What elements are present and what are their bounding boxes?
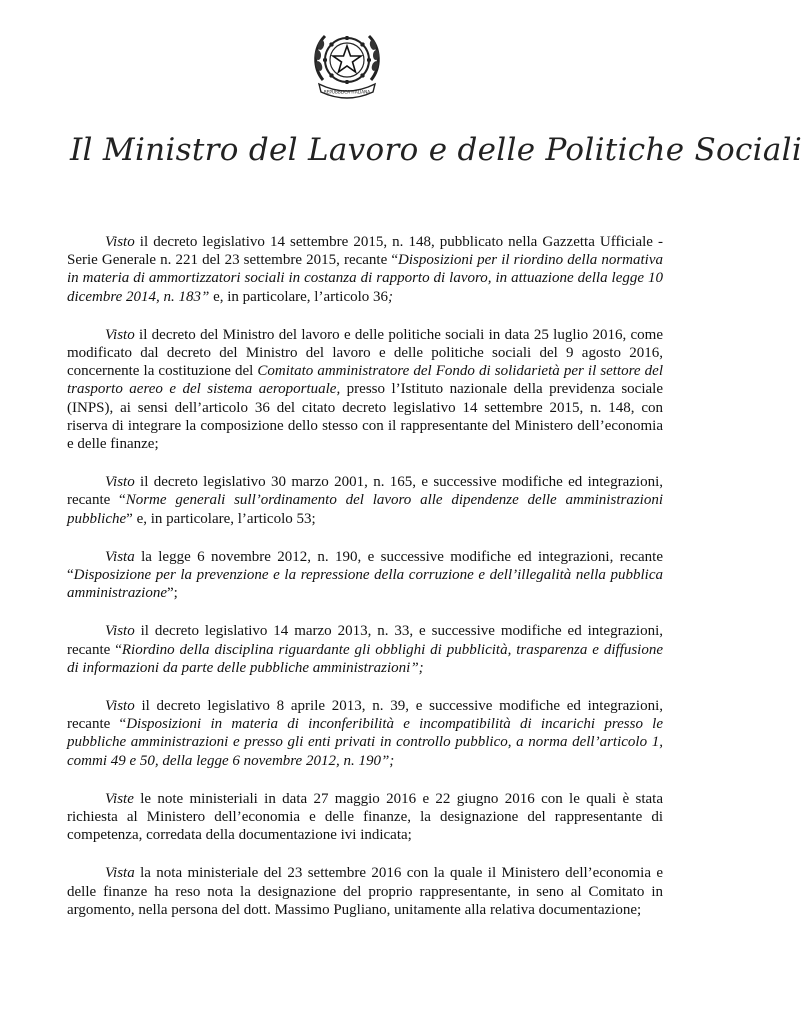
ministry-title: Il Ministro del Lavoro e delle Politiche Sociali (70, 132, 802, 168)
para-italic: Disposizioni in materia di inconferibilità e incompatibilità di incarichi presso le pubbliche amministrazioni e presso gli enti privati in controllo pubblico, a norma dell’articolo 1, commi 49 e 50, della legge 6 novembre 2012, n. 190”; (67, 716, 664, 769)
paragraph-1 (67, 233, 663, 306)
para-lead: Vista (105, 865, 135, 882)
paragraph-7 (67, 790, 663, 845)
paragraph-5 (67, 622, 663, 677)
paragraph-8 (67, 864, 663, 919)
para-italic: Comitato amministratore del Fondo di solidarietà per il settore del trasporto aereo e del sistema aeroportuale, (67, 363, 663, 398)
paragraph-2 (67, 326, 663, 453)
para-italic: Disposizioni per il riordino della normativa in materia di ammortizzatori sociali in costanza di rapporto di lavoro, in attuazione della legge 10 dicembre 2014, n. 183” (67, 252, 664, 305)
emblem-ribbon-text: REPUBBLICA ITALIANA (323, 89, 371, 95)
para-lead: Viste (105, 790, 134, 807)
para-text: le note ministeriali in data 27 maggio 2016 e 22 giugno 2016 con le quali è stata richiesta al Ministero dell’economia e delle finanze, la designazione del rappresentante di competenza, corredata della documentazione ivi indicata; (67, 790, 663, 844)
para-italic: Disposizione per la prevenzione e la repressione della corruzione e dell’illegalità nella pubblica amministrazione (67, 567, 663, 602)
para-text: il decreto del Ministro del lavoro e delle politiche sociali in data 25 luglio 2016, come modificato dal decreto del Ministro del lavoro e delle politiche sociali del 9 agosto 2016, concernente la costituzione del (67, 326, 663, 380)
paragraph-3 (67, 473, 663, 528)
para-text: il decreto legislativo 14 settembre 2015, n. 148, pubblicato nella Gazzetta Ufficiale - Serie Generale n. 221 del 23 settembre 2015, recante “ (67, 234, 663, 269)
para-lead: Visto (105, 234, 135, 250)
para-italic: Riordino della disciplina riguardante gli obblighi di pubblicità, trasparenza e diffusione di informazioni da parte delle pubbliche amministrazioni”; (67, 641, 663, 676)
paragraph-4 (67, 548, 663, 603)
para-lead: Visto (105, 474, 135, 491)
para-lead: Vista (105, 548, 135, 565)
paragraph-6 (67, 697, 663, 770)
para-italic: ; (388, 288, 394, 305)
para-lead: Visto (105, 326, 135, 343)
para-text: il decreto legislativo 8 aprile 2013, n. 39, e successive modifiche ed integrazioni, recante “ (67, 698, 663, 733)
para-text: la nota ministeriale del 23 settembre 2016 con la quale il Ministero dell’economia e delle finanze ha reso nota la designazione del proprio rappresentante, in seno al Comitato in argomento, nella persona del dott. Massimo Pugliano, unitamente alla relativa documentazione; (67, 865, 663, 918)
para-text: ” e, in particolare, l’articolo 53; (126, 510, 316, 527)
para-text: il decreto legislativo 30 marzo 2001, n. 165, e successive modifiche ed integrazioni, recante “ (67, 474, 663, 509)
para-text: la legge 6 novembre 2012, n. 190, e successive modifiche ed integrazioni, recante “ (67, 548, 663, 584)
para-lead: Visto (105, 698, 135, 715)
para-text: e, in particolare, l’articolo 36 (209, 288, 389, 305)
para-text: presso l’Istituto nazionale della previdenza sociale (INPS), ai sensi dell’articolo 36 del citato decreto legislativo 14 settembre 2015, n. 148, con riserva di integrare la composizione dello stesso con il rappresentante del Ministero dell’economia e delle finanze; (67, 381, 663, 453)
para-italic: Norme generali sull’ordinamento del lavoro alle dipendenze delle amministrazioni pubbliche (67, 492, 663, 527)
para-lead: Visto (105, 623, 135, 640)
para-text: ”; (167, 585, 178, 602)
para-text: il decreto legislativo 14 marzo 2013, n. 33, e successive modifiche ed integrazioni, recante “ (67, 623, 663, 658)
italian-republic-emblem-icon (309, 22, 385, 102)
document-body (67, 233, 663, 939)
